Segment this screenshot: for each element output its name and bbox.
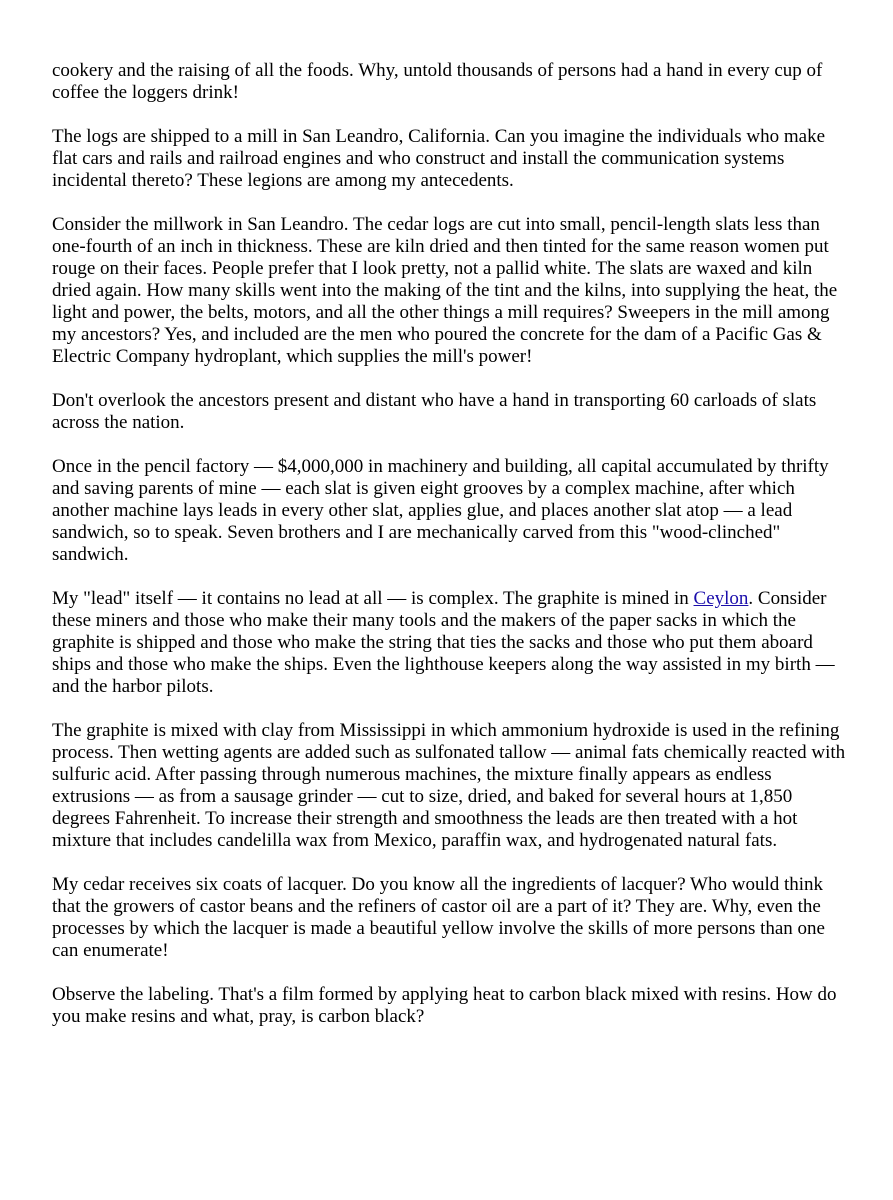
paragraph-pencil-factory: Once in the pencil factory — $4,000,000 in machinery and building, all capital accumulated by thrifty and saving parents of mine — each slat is given eight grooves by a complex machine, after which another machine lays leads in every other slat, applies glue, and places another slat atop — a lead sandwich, so to speak. Seven brothers and I are mechanically carved from this "wood-clinched" sandwich.: [52, 456, 829, 565]
paragraph-graphite-lead: [52, 588, 847, 698]
paragraph-labeling: Observe the labeling. That's a film formed by applying heat to carbon black mixed with resins. How do you make resins and what, pray, is carbon black?: [52, 984, 837, 1027]
paragraph-coffee: cookery and the raising of all the foods. Why, untold thousands of persons had a hand in every cup of coffee the loggers drink!: [52, 60, 823, 103]
paragraph-graphite-lead-text-after: . Consider these miners and those who make their many tools and the makers of the paper sacks in which the graphite is shipped and those who make the string that ties the sacks and those who put them aboard ships and those who make the ships. Even the lighthouse keepers along the way assisted in my birth — and the harbor pilots.: [52, 588, 835, 697]
paragraph-graphite-clay: The graphite is mixed with clay from Mississippi in which ammonium hydroxide is used in the refining process. Then wetting agents are added such as sulfonated tallow — animal fats chemically reacted with sulfuric acid. After passing through numerous machines, the mixture finally appears as endless extrusions — as from a sausage grinder — cut to size, dried, and baked for several hours at 1,850 degrees Fahrenheit. To increase their strength and smoothness the leads are then treated with a hot mixture that includes candelilla wax from Mexico, paraffin wax, and hydrogenated natural fats.: [52, 720, 846, 851]
document-body: [52, 60, 847, 1028]
ceylon-link[interactable]: Ceylon: [693, 588, 749, 609]
paragraph-transport: Don't overlook the ancestors present and distant who have a hand in transporting 60 carloads of slats across the nation.: [52, 390, 817, 433]
paragraph-san-leandro-mill: The logs are shipped to a mill in San Leandro, California. Can you imagine the individuals who make flat cars and rails and railroad engines and who construct and install the communication systems incidental thereto? These legions are among my antecedents.: [52, 126, 826, 191]
paragraph-millwork: Consider the millwork in San Leandro. The cedar logs are cut into small, pencil-length slats less than one-fourth of an inch in thickness. These are kiln dried and then tinted for the same reason women put rouge on their faces. People prefer that I look pretty, not a pallid white. The slats are waxed and kiln dried again. How many skills went into the making of the tint and the kilns, into supplying the heat, the light and power, the belts, motors, and all the other things a mill requires? Sweepers in the mill among my ancestors? Yes, and included are the men who poured the concrete for the dam of a Pacific Gas & Electric Company hydroplant, which supplies the mill's power!: [52, 214, 838, 367]
paragraph-lacquer: My cedar receives six coats of lacquer. Do you know all the ingredients of lacquer? Who would think that the growers of castor beans and the refiners of castor oil are a part of it? They are. Why, even the processes by which the lacquer is made a beautiful yellow involve the skills of more persons than one can enumerate!: [52, 874, 825, 961]
paragraph-graphite-lead-text-before: My "lead" itself — it contains no lead at all — is complex. The graphite is mined in: [52, 588, 694, 609]
